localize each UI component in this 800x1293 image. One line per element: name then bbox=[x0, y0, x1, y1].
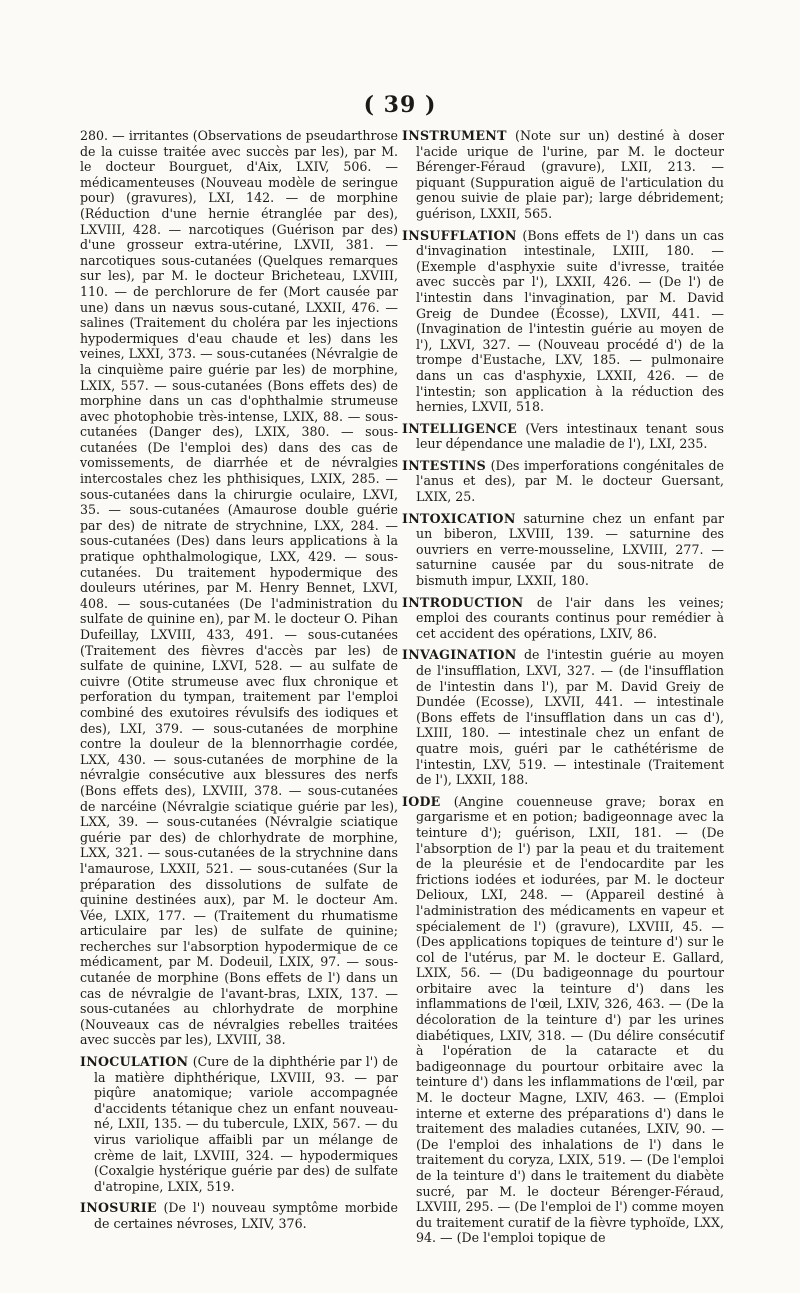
entry-text: de l'air dans les veines; emploi des courants continus pour remédier à cet accident des opérations, LXIV, 86. bbox=[416, 594, 724, 641]
entry-insufflation bbox=[402, 228, 724, 415]
entry-text: de l'intestin guérie au moyen de l'insufflation, LXVI, 327. — (de l'insufflation de l'intestin dans l'), par M. David Greiy de Dundée (Ecosse), LXVII, 441. — intestinale (Bons effets de l'insufflation dans un cas d'), LXIII, 180. — intestinale chez un enfant de quatre mois, guéri par le cathétérisme de l'intestin, LXV, 519. — intestinale (Traitement de l'), LXXII, 188. bbox=[416, 647, 724, 788]
entry-text: 280. — irritantes (Observations de pseudarthrose de la cuisse traitée avec succès par les), par M. le docteur Bourguet, d'Aix, LXIV, 506. — médicamenteuses (Nouveau modèle de seringue pour) (gravures), LXI, 142. — de morphine (Réduction d'une hernie étranglée par des), LXVIII, 428. — narcotiques (Guérison par des) d'une grosseur extra-utérine, LXVII, 381. — narcotiques sous-cutanées (Quelques remarques sur les), par M. le docteur Bricheteau, LXVIII, 110. — de perchlorure de fer (Mort causée par une) dans un nævus sous-cutané, LXXII, 476. — salines (Traitement du choléra par les injections hypodermiques d'eau chaude et les) dans les veines, LXXI, 373. — sous-cutanées (Névralgie de la cinquième paire guérie par les) de morphine, LXIX, 557. — sous-cutanées (Bons effets des) de morphine dans un cas d'ophthalmie strumeuse avec photophobie très-intense, LXIX, 88. — sous-cutanées (Danger des), LXIX, 380. — sous-cutanées (De l'emploi des) dans des cas de vomissements, de diarrhée et de névralgies intercostales chez les phthisiques, LXIX, 285. — sous-cutanées dans la chirurgie oculaire, LXVI, 35. — sous-cutanées (Amaurose double guérie par des) de nitrate de strychnine, LXX, 284. — sous-cutanées (Des) dans leurs applications à la pratique ophthalmologique, LXX, 429. — sous-cutanées. Du traitement hypodermique des douleurs utérines, par M. Henry Bennet, LXVI, 408. — sous-cutanées (De l'administration du sulfate de quinine en), par M. le docteur O. Pihan Dufeillay, LXVIII, 433, 491. — sous-cutanées (Traitement des fièvres d'accès par les) de sulfate de quinine, LXVI, 528. — au sulfate de cuivre (Otite strumeuse avec flux chronique et perforation du tympan, traitement par l'emploi combiné des exutoires révulsifs des iodiques et des), LXI, 379. — sous-cutanées de morphine contre la douleur de la blennorrhagie cordée, LXX, 430. — sous-cutanées de morphine de la névralgie consécutive aux blessures des nerfs (Bons effets des), LXVIII, 378. — sous-cutanées de narcéine (Névralgie sciatique guérie par les), LXX, 39. — sous-cutanées (Névralgie sciatique guérie par des) de chlorhydrate de morphine, LXX, 321. — sous-cutanées de la strychnine dans l'amaurose, LXXII, 521. — sous-cutanées (Sur la préparation des dissolutions de sulfate de quinine destinées aux), par M. le docteur Am. Vée, LXIX, 177. — (Traitement du rhumatisme articulaire par les) de sulfate de quinine; recherches sur l'absorption hypodermique de ce médicament, par M. Dodeuil, LXIX, 97. — sous-cutanée de morphine (Bons effets de l') dans un cas de névralgie de l'avant-bras, LXIX, 137. — sous-cutanées au chlorhydrate de morphine (Nouveaux cas de névralgies rebelles traitées avec succès par les), LXVIII, 38. bbox=[80, 128, 398, 1048]
entry-headword: INTOXICATION bbox=[402, 510, 516, 526]
entry-continuation bbox=[80, 128, 398, 1048]
entry-intelligence bbox=[402, 421, 724, 452]
entry-inoculation bbox=[80, 1054, 398, 1194]
entry-text: (De l') nouveau symptôme morbide de certaines névroses, LXIV, 376. bbox=[94, 1200, 398, 1231]
entry-introduction bbox=[402, 595, 724, 642]
entry-instrument bbox=[402, 128, 724, 222]
entry-intoxication bbox=[402, 511, 724, 589]
entry-iode bbox=[402, 794, 724, 1246]
entry-intestins bbox=[402, 458, 724, 505]
entry-headword: INOSURIE bbox=[80, 1200, 157, 1216]
right-column bbox=[402, 128, 724, 1252]
page-number: ( 39 ) bbox=[363, 92, 437, 118]
entry-text: (Vers intestinaux tenant sous leur dépendance une maladie de l'), LXI, 235. bbox=[416, 420, 724, 452]
entry-headword: INSTRUMENT bbox=[402, 128, 507, 143]
entry-headword: INTRODUCTION bbox=[402, 594, 524, 610]
entry-headword: INOCULATION bbox=[80, 1054, 189, 1070]
entry-headword: INTELLIGENCE bbox=[402, 420, 518, 436]
entry-headword: INVAGINATION bbox=[402, 647, 517, 663]
entry-invagination bbox=[402, 647, 724, 787]
entry-text: (Angine couenneuse grave; borax en gargarisme et en potion; badigeonnage avec la teinture d'); guérison, LXII, 181. — (De l'absorption de l') par la peau et du traitement de la pleurésie et de l'endocardite par les frictions iodées et iodurées, par M. le docteur Delioux, LXI, 248. — (Appareil destiné à l'administration des médicaments en vapeur et spécialement de l') (gravure), LXVIII, 45. — (Des applications topiques de teinture d') sur le col de l'utérus, par M. le docteur E. Gallard, LXIX, 56. — (Du badigeonnage du pourtour orbitaire avec la teinture d') dans les inflammations de l'œil, LXIV, 326, 463. — (De la décoloration de la teinture d') par les urines diabétiques, LXIV, 318. — (Du délire consécutif à l'opération de la cataracte et du badigeonnage du pourtour orbitaire avec la teinture d') dans les inflammations de l'œil, par M. le docteur Magne, LXIV, 463. — (Emploi interne et externe des préparations d') dans le traitement des maladies cutanées, LXIV, 90. — (De l'emploi des inhalations de l') dans le traitement du coryza, LXIX, 519. — (De l'emploi de la teinture d') dans le traitement du diabète sucré, par M. le docteur Bérenger-Féraud, LXVIII, 295. — (De l'emploi de l') comme moyen du traitement curatif de la fièvre typhoïde, LXX, 94. — (De l'emploi topique de bbox=[416, 793, 724, 1246]
entry-text: saturnine chez un enfant par un biberon, LXVIII, 139. — saturnine des ouvriers en verre-mousseline, LXVIII, 277. — saturnine causée par du sous-nitrate de bismuth impur, LXXII, 180. bbox=[416, 510, 724, 589]
entry-text: (Cure de la diphthérie par l') de la matière diphthérique, LXVIII, 93. — par piqûre anatomique; variole accompagnée d'accidents tétanique chez un enfant nouveau-né, LXII, 135. — du tubercule, LXIX, 567. — du virus variolique affaibli par un mélange de crème de lait, LXVIII, 324. — hypodermiques (Coxalgie hystérique guérie par des) de sulfate d'atropine, LXIX, 519. bbox=[94, 1054, 398, 1194]
entry-text: (Note sur un) destiné à doser l'acide urique de l'urine, par M. le docteur Bérenger-Féraud (gravure), LXII, 213. — piquant (Suppuration aiguë de l'articulation du genou suivie de plaie par); large débridement; guérison, LXXII, 565. bbox=[416, 128, 724, 221]
entry-headword: IODE bbox=[402, 793, 441, 809]
entry-text: (Bons effets de l') dans un cas d'invagination intestinale, LXIII, 180. — (Exemple d'asphyxie suite d'ivresse, traitée avec succès par l'), LXXII, 426. — (De l') de l'intestin dans l'invagination, par M. David Greig de Dundee (Écosse), LXVII, 441. — (Invagination de l'intestin guérie au moyen de l'), LXVI, 327. — (Nouveau procédé d') de la trompe d'Eustache, LXV, 185. — pulmonaire dans un cas d'asphyxie, LXXII, 426. — de l'intestin; son application à la réduction des hernies, LXVII, 518. bbox=[416, 227, 724, 415]
left-column bbox=[80, 128, 398, 1238]
entry-text: (Des imperforations congénitales de l'anus et des), par M. le docteur Guersant, LXIX, 25. bbox=[416, 457, 724, 505]
entry-inosurie bbox=[80, 1200, 398, 1231]
entry-headword: INSUFFLATION bbox=[402, 227, 517, 243]
entry-headword: INTESTINS bbox=[402, 457, 487, 473]
